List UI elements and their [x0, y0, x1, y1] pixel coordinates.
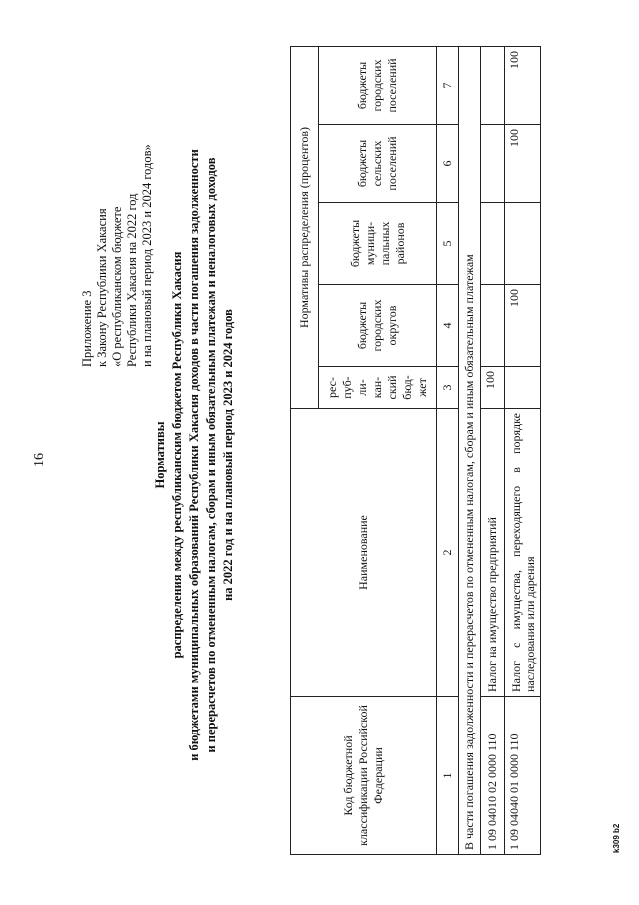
row-municipal-districts-value — [481, 203, 505, 285]
column-number: 1 — [437, 697, 459, 855]
row-code: 1 09 04010 02 0000 110 — [481, 697, 505, 855]
row-municipal-districts-value — [505, 203, 541, 285]
column-number: 4 — [437, 285, 459, 367]
header-municipal-districts: бюджеты муници-пальных районов — [319, 203, 437, 285]
row-name: Налог с имущества, переходящего в порядке наследования или дарения — [505, 409, 541, 697]
column-number: 5 — [437, 203, 459, 285]
column-number: 3 — [437, 367, 459, 409]
appendix-block — [80, 47, 155, 367]
column-number: 2 — [437, 409, 459, 697]
appendix-line: Республики Хакасия на 2022 год — [125, 193, 139, 367]
header-norms: Нормативы распределения (процентов) — [291, 46, 319, 408]
appendix-line: и на плановый период 2023 и 2024 годов» — [140, 144, 154, 367]
header-urban-settlements: бюджеты городских поселений — [319, 46, 437, 124]
row-city-districts-value — [481, 285, 505, 367]
column-number: 6 — [437, 125, 459, 203]
row-urban-settlements-value: 100 — [505, 46, 541, 124]
heading-line: распределения между республиканским бюджетом Республики Хакасия — [170, 251, 184, 659]
row-name: Налог на имущество предприятий — [481, 409, 505, 697]
appendix-line: «О республиканском бюджете — [110, 206, 124, 367]
row-rep-value: 100 — [481, 367, 505, 409]
heading-line: и бюджетами муниципальных образований Республики Хакасия доходов в части погашения задолженности — [187, 149, 201, 761]
header-name: Наименование — [291, 409, 437, 697]
header-code: Код бюджетной классификации Российской Федерации — [291, 697, 437, 855]
appendix-line: Приложение 3 — [80, 290, 94, 367]
row-rep-value — [505, 367, 541, 409]
header-rep-budget: рес-пуб-ли-кан-ский бюд-жет — [319, 367, 437, 409]
row-rural-settlements-value — [481, 125, 505, 203]
heading-title: Нормативы — [153, 421, 167, 489]
row-rural-settlements-value: 100 — [505, 125, 541, 203]
table-row — [505, 46, 541, 854]
page-number: 16 — [32, 453, 47, 467]
row-urban-settlements-value — [481, 46, 505, 124]
footer-code: k309 b2 — [612, 823, 621, 853]
header-city-districts: бюджеты городских округов — [319, 285, 437, 367]
table-row — [481, 46, 505, 854]
header-rural-settlements: бюджеты сельских поселений — [319, 125, 437, 203]
norms-table — [290, 46, 541, 855]
document-heading — [152, 95, 237, 815]
section-title: В части погашения задолженности и перерасчетов по отмененным налогам, сборам и иным обязательным платежам — [459, 46, 481, 854]
heading-line: и перерасчетов по отмененным налогам, сборам и иным обязательным платежам и неналоговых доходов — [204, 157, 218, 753]
appendix-line: к Закону Республики Хакасия — [95, 208, 109, 367]
row-city-districts-value: 100 — [505, 285, 541, 367]
row-code: 1 09 04040 01 0000 110 — [505, 697, 541, 855]
heading-line: на 2022 год и на плановый период 2023 и 2024 годов — [221, 309, 235, 601]
column-number: 7 — [437, 46, 459, 124]
